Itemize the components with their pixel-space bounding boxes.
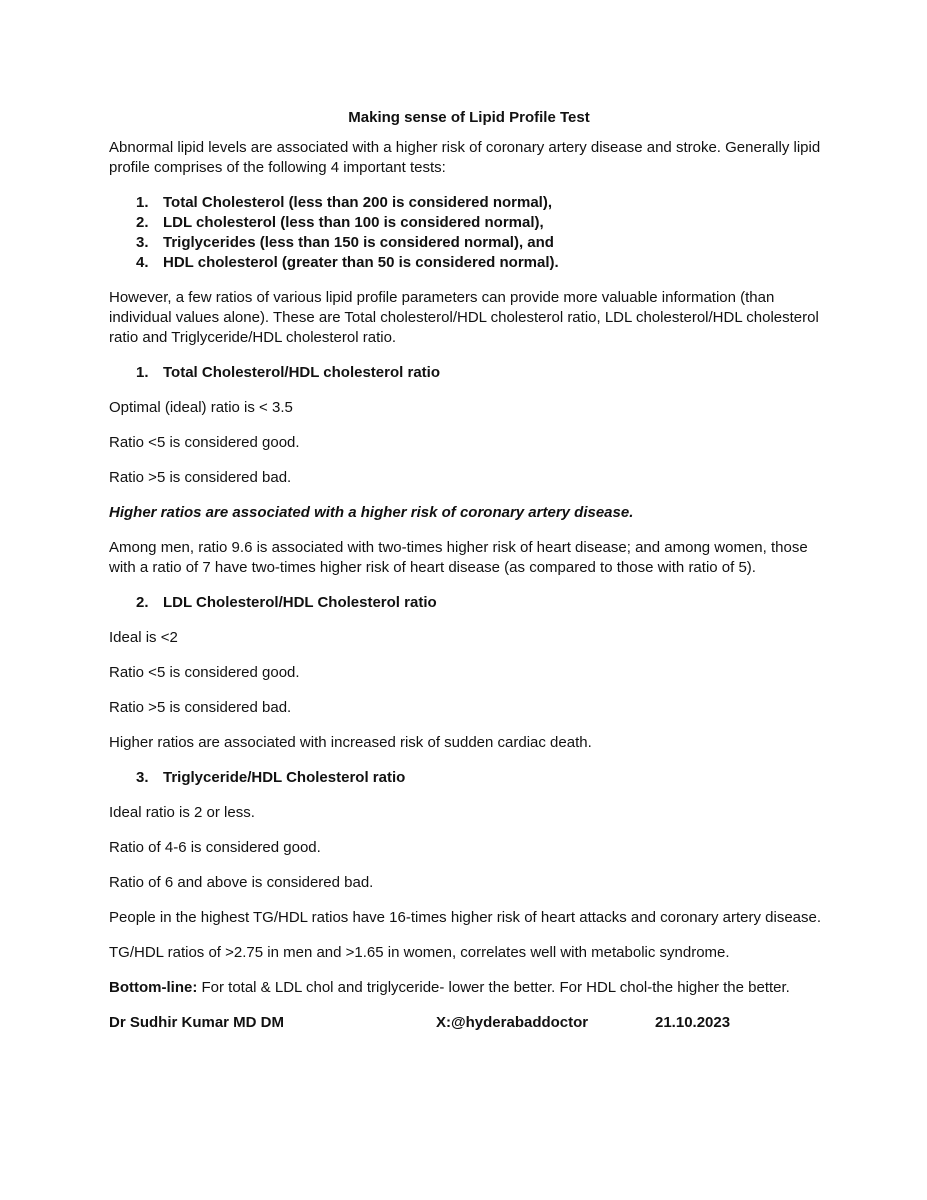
signature-line [109, 1013, 829, 1033]
section1-line: Optimal (ideal) ratio is < 3.5 [109, 399, 293, 416]
list-item [109, 233, 829, 253]
list-number: 3. [136, 234, 149, 251]
section3-line: People in the highest TG/HDL ratios have 16-times higher risk of heart attacks and coronary artery disease. [109, 909, 822, 926]
section2-line: Ratio <5 is considered good. [109, 664, 300, 681]
document-date: 21.10.2023 [655, 1014, 731, 1031]
section-heading-tg-hdl [109, 768, 829, 788]
section1-emphasis: Higher ratios are associated with a higher risk of coronary artery disease. [109, 504, 634, 521]
section-number: 2. [136, 594, 149, 611]
section-heading-text: Total Cholesterol/HDL cholesterol ratio [163, 364, 440, 381]
section2-line: Ratio >5 is considered bad. [109, 699, 292, 716]
section3-line: Ratio of 4-6 is considered good. [109, 839, 321, 856]
section3-line: Ideal ratio is 2 or less. [109, 804, 255, 821]
ratios-intro-paragraph: However, a few ratios of various lipid profile parameters can provide more valuable information (than individual values alone). These are Total cholesterol/HDL cholesterol ratio, LDL cholesterol/HDL cholesterol ratio and Triglyceride/HDL cholesterol ratio. [109, 289, 819, 346]
section2-line: Higher ratios are associated with increased risk of sudden cardiac death. [109, 734, 592, 751]
section-number: 3. [136, 769, 149, 786]
section-number: 1. [136, 364, 149, 381]
list-item [109, 253, 829, 273]
section3-line: TG/HDL ratios of >2.75 in men and >1.65 in women, correlates well with metabolic syndrome. [109, 944, 730, 961]
section-heading-text: Triglyceride/HDL Cholesterol ratio [163, 769, 406, 786]
section-heading-total-hdl [109, 363, 829, 383]
list-item-text: LDL cholesterol (less than 100 is considered normal), [163, 214, 544, 231]
list-item [109, 193, 829, 213]
document-title: Making sense of Lipid Profile Test [348, 109, 590, 126]
section3-line: Ratio of 6 and above is considered bad. [109, 874, 374, 891]
list-item-text: Triglycerides (less than 150 is considered normal), and [163, 234, 554, 251]
list-number: 1. [136, 194, 149, 211]
list-item [109, 213, 829, 233]
list-item-text: HDL cholesterol (greater than 50 is considered normal). [163, 254, 559, 271]
intro-paragraph: Abnormal lipid levels are associated with a higher risk of coronary artery disease and stroke. Generally lipid profile comprises of the following 4 important tests: [109, 139, 821, 176]
section1-line: Ratio <5 is considered good. [109, 434, 300, 451]
author-name: Dr Sudhir Kumar MD DM [109, 1014, 285, 1031]
section-heading-ldl-hdl [109, 593, 829, 613]
section2-line: Ideal is <2 [109, 629, 178, 646]
document-page [109, 108, 829, 1033]
section1-line: Ratio >5 is considered bad. [109, 469, 292, 486]
bottom-line-paragraph [109, 978, 829, 998]
bottom-line-label: Bottom-line: [109, 979, 198, 996]
list-number: 4. [136, 254, 149, 271]
bottom-line-text: For total & LDL chol and triglyceride- lower the better. For HDL chol-the higher the better. [197, 979, 790, 996]
tests-list [109, 193, 829, 273]
list-item-text: Total Cholesterol (less than 200 is considered normal), [163, 194, 552, 211]
author-handle: X:@hyderabaddoctor [436, 1014, 589, 1031]
section1-note: Among men, ratio 9.6 is associated with two-times higher risk of heart disease; and among women, those with a ratio of 7 have two-times higher risk of heart disease (as compared to those with ratio of 5). [109, 539, 808, 576]
list-number: 2. [136, 214, 149, 231]
section-heading-text: LDL Cholesterol/HDL Cholesterol ratio [163, 594, 437, 611]
